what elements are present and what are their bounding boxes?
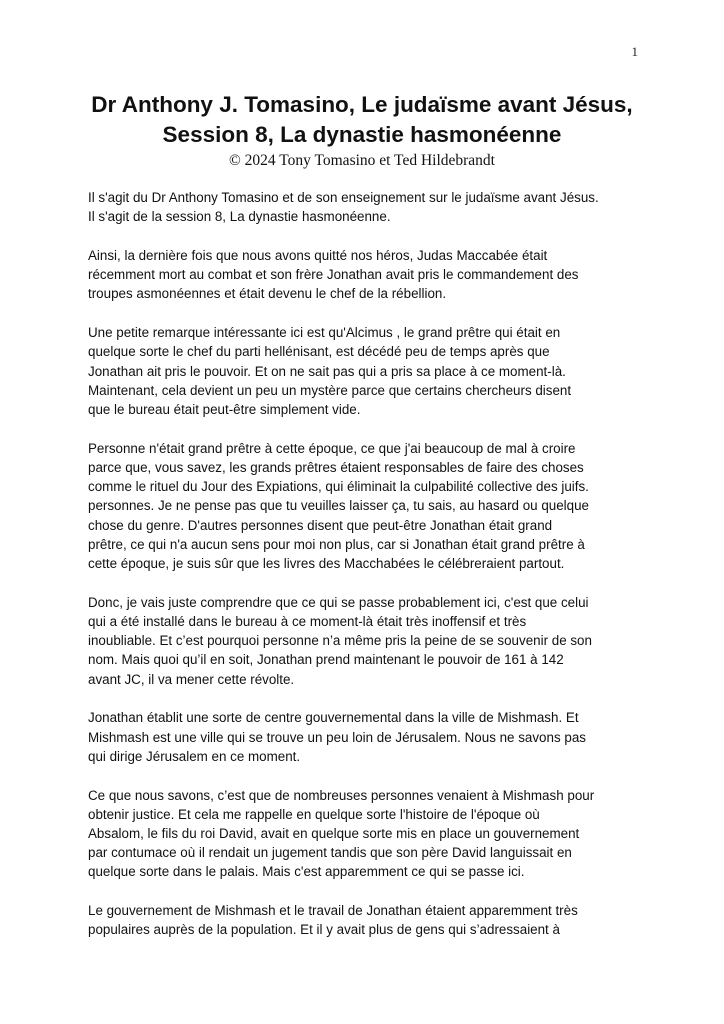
paragraph	[88, 593, 648, 689]
copyright-notice: © 2024 Tony Tomasino et Ted Hildebrandt	[229, 152, 495, 169]
text-line: Maintenant, cela devient un peu un mystère parce que certains chercheurs disent	[88, 382, 572, 398]
page-number: 1	[631, 44, 638, 59]
text-line: Le gouvernement de Mishmash et le travail de Jonathan étaient apparemment très	[88, 903, 578, 919]
paragraph	[88, 708, 648, 766]
text-line: populaires auprès de la population. Et il y avait plus de gens qui s’adressaient à	[88, 922, 560, 938]
paragraph	[88, 246, 648, 304]
text-line: comme le rituel du Jour des Expiations, qui éliminait la culpabilité collective des juifs.	[88, 479, 589, 495]
paragraph	[88, 901, 648, 939]
document-header	[60, 90, 664, 170]
document-title-line-2: Session 8, La dynastie hasmonéenne	[162, 122, 562, 147]
text-line: récemment mort au combat et son frère Jonathan avait pris le commandement des	[88, 267, 579, 283]
text-line: Ainsi, la dernière fois que nous avons quitté nos héros, Judas Maccabée était	[88, 248, 548, 263]
paragraph	[88, 439, 648, 573]
paragraph	[88, 323, 648, 419]
text-line: qui dirige Jérusalem en ce moment.	[88, 748, 301, 764]
text-line: Personne n'était grand prêtre à cette époque, ce que j'ai beaucoup de mal à croire	[88, 440, 576, 456]
text-line: Ce que nous savons, c’est que de nombreuses personnes venaient à Mishmash pour	[88, 787, 595, 803]
text-line: nom. Mais quoi qu’il en soit, Jonathan prend maintenant le pouvoir de 161 à 142	[88, 652, 564, 668]
text-line: parce que, vous savez, les grands prêtres étaient responsables de faire des choses	[88, 460, 584, 476]
document-title-line-1: Dr Anthony J. Tomasino, Le judaïsme avant Jésus,	[91, 92, 633, 117]
text-line: qui a été installé dans le bureau à ce moment-là était très inoffensif et très	[88, 614, 527, 630]
text-line: Une petite remarque intéressante ici est qu'Alcimus , le grand prêtre qui était en	[88, 325, 561, 341]
text-line: Mishmash est une ville qui se trouve un peu loin de Jérusalem. Nous ne savons pas	[88, 729, 586, 745]
paragraph	[88, 786, 648, 882]
text-line: obtenir justice. Et cela me rappelle en quelque sorte l'histoire de l'époque où	[88, 806, 540, 822]
text-line: Il s'agit du Dr Anthony Tomasino et de son enseignement sur le judaïsme avant Jésus.	[88, 190, 599, 205]
text-line: Il s'agit de la session 8, La dynastie hasmonéenne.	[88, 209, 391, 225]
text-line: troupes asmonéennes et était devenu le chef de la rébellion.	[88, 286, 447, 302]
text-line: cette époque, je suis sûr que les livres des Macchabées le célébreraient partout.	[88, 556, 565, 572]
text-line: par contumace où il rendait un jugement tandis que son père David languissait en	[88, 845, 572, 861]
text-line: chose du genre. D'autres personnes disent que peut-être Jonathan était grand	[88, 517, 553, 533]
text-line: Jonathan établit une sorte de centre gouvernemental dans la ville de Mishmash. Et	[88, 710, 579, 726]
text-line: quelque sorte dans le palais. Mais c'est apparemment ce qui se passe ici.	[88, 864, 525, 880]
text-line: Jonathan ait pris le pouvoir. Et on ne sait pas qui a pris sa place à ce moment-là.	[88, 363, 566, 379]
text-line: quelque sorte le chef du parti hellénisant, est décédé peu de temps après que	[88, 344, 550, 360]
text-line: Absalom, le fils du roi David, avait en quelque sorte mis en place un gouvernement	[88, 826, 580, 842]
document-body	[88, 188, 648, 959]
text-line: Donc, je vais juste comprendre que ce qui se passe probablement ici, c'est que celui	[88, 594, 589, 610]
text-line: avant JC, il va mener cette révolte.	[88, 671, 295, 687]
paragraph	[88, 188, 648, 226]
text-line: inoubliable. Et c’est pourquoi personne n’a même pris la peine de se souvenir de son	[88, 633, 592, 649]
text-line: personnes. Je ne pense pas que tu veuilles laisser ça, tu sais, au hasard ou quelque	[88, 498, 589, 514]
text-line: prêtre, ce qui n'a aucun sens pour moi non plus, car si Jonathan était grand prêtre à	[88, 536, 585, 552]
text-line: que le bureau était peut-être simplement vide.	[88, 402, 361, 418]
